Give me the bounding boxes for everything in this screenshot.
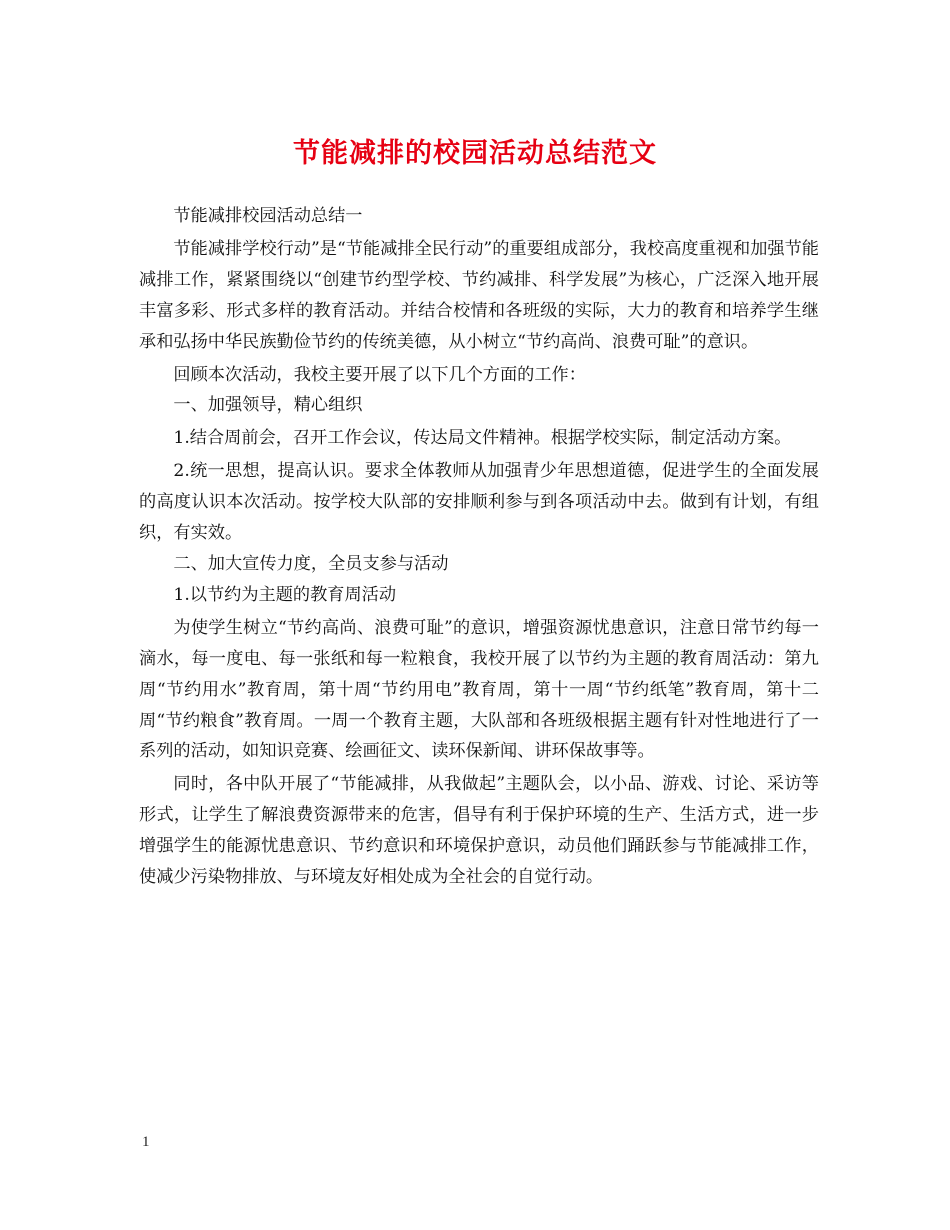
document-title: 节能减排的校园活动总结范文 xyxy=(293,138,657,169)
paragraph-section-heading: 节能减排校园活动总结一 xyxy=(173,206,363,226)
paragraph-review: 回顾本次活动，我校主要开展了以下几个方面的工作： xyxy=(173,364,586,385)
paragraph-education-week: 为使学生树立“节约高尚、浪费可耻”的意识，增强资源忧患意识，注意日常节约每一滴水，每一度电、每一张纸和每一粒粮食，我校开展了以节约为主题的教育周活动：第九周“节约用水”教育周，第十周“节约用电”教育周，第十一周“节约纸笔”教育周，第十二周“节约粮食”教育周。一周一个教育主题，大队部和各班级根据主题有针对性地进行了一系列的活动，如知识竞赛、绘画征文、读环保新闻、讲环保故事等。 xyxy=(139,617,819,762)
paragraph-heading-2: 二、加大宣传力度，全员支参与活动 xyxy=(173,553,449,574)
paragraph-heading-1: 一、加强领导，精心组织 xyxy=(173,395,363,416)
paragraph-class-meeting: 同时，各中队开展了“节能减排，从我做起”主题队会，以小品、游戏、讨论、采访等形式，让学生了解浪费资源带来的危害，倡导有利于保护环境的生产、生活方式，进一步增强学生的能源忧患意识、节约意识和环境保护意识，动员他们踊跃参与节能减排工作，使减少污染物排放、与环境友好相处成为全社会的自觉行动。 xyxy=(139,774,819,888)
paragraph-item-1-1: 1.结合周前会，召开工作会议，传达局文件精神。根据学校实际，制定活动方案。 xyxy=(173,428,792,449)
document-body xyxy=(139,201,819,893)
paragraph-intro: 节能减排学校行动”是“节能减排全民行动”的重要组成部分，我校高度重视和加强节能减排工作，紧紧围绕以“创建节约型学校、节约减排、科学发展”为核心，广泛深入地开展丰富多彩、形式多样的教育活动。并结合校情和各班级的实际，大力的教育和培养学生继承和弘扬中华民族勤俭节约的传统美德，从小树立“节约高尚、浪费可耻”的意识。 xyxy=(139,238,819,352)
paragraph-item-2-1: 1.以节约为主题的教育周活动 xyxy=(173,584,397,605)
paragraph-item-1-2: 2.统一思想，提高认识。要求全体教师从加强青少年思想道德，促进学生的全面发展的高度认识本次活动。按学校大队部的安排顺利参与到各项活动中去。做到有计划，有组织，有实效。 xyxy=(139,461,819,544)
page-number: 1 xyxy=(142,1134,150,1150)
